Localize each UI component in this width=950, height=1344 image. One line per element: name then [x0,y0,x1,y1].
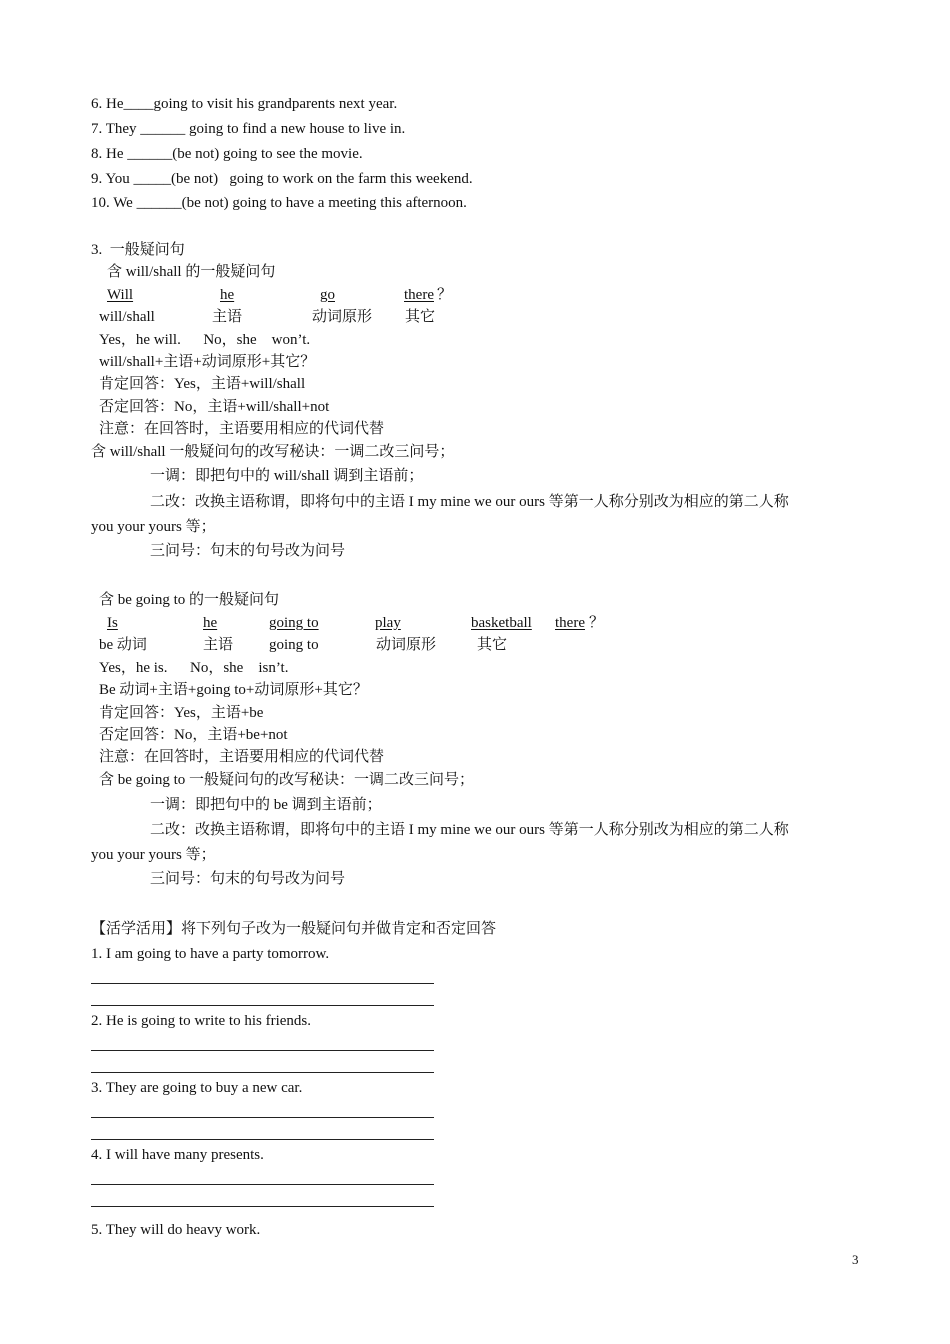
be-going-role-label: be 动词 [99,637,147,653]
will-negative: 否定回答：No，主语+will/shall+not [99,399,330,415]
exercise-line-9: 9. You _____(be not) going to work on the farm this weekend. [91,171,473,187]
be-going-formula: Be 动词+主语+going to+动词原形+其它？ [99,682,368,698]
be-going-positive: 肯定回答：Yes，主语+be [99,705,264,721]
be-going-example-word: basketball [471,615,532,631]
section-heading: 3. 一般疑问句 [91,242,185,258]
be-going-step-1: 一调：即把句中的 be 调到主语前； [150,797,382,813]
will-formula: will/shall+主语+动词原形+其它？ [99,354,316,370]
be-going-negative: 否定回答：No，主语+be+not [99,727,288,743]
be-going-role-label: 其它 [477,637,508,653]
exercise-line-8: 8. He ______(be not) going to see the movie. [91,146,363,162]
will-step-3: 三问号：句末的句号改为问号 [150,543,346,559]
practice-item: 2. He is going to write to his friends. [91,1013,311,1029]
be-going-example-word: he [203,615,218,631]
answer-line[interactable] [91,1184,434,1185]
answer-line[interactable] [91,1139,434,1140]
answer-line[interactable] [91,1005,434,1006]
practice-item: 1. I am going to have a party tomorrow. [91,946,330,962]
will-secret-title: 含 will/shall 一般疑问句的改写秘诀：一调二改三问号； [91,444,455,460]
be-going-example-word: going to [269,615,319,631]
will-step-2-cont: you your yours 等； [91,519,216,535]
be-going-example-word: there [555,615,585,631]
answer-line[interactable] [91,1072,434,1073]
be-going-answers: Yes，he is. No，she isn’t. [99,660,289,676]
be-going-secret-title: 含 be going to 一般疑问句的改写秘诀：一调二改三问号； [99,772,474,788]
be-going-note: 注意：在回答时，主语要用相应的代词代替 [99,749,385,765]
will-role-label: 动词原形 [312,309,373,325]
practice-item: 4. I will have many presents. [91,1147,264,1163]
page-number: 3 [852,1252,859,1267]
will-example-word: he [220,287,235,303]
will-subheading: 含 will/shall 的一般疑问句 [107,264,276,280]
exercise-line-6: 6. He____going to visit his grandparents next year. [91,96,398,112]
be-going-role-label: 动词原形 [376,637,437,653]
answer-line[interactable] [91,1206,434,1207]
will-example-question-mark: ？ [437,287,453,303]
be-going-role-label: going to [269,637,319,653]
practice-item: 5. They will do heavy work. [91,1222,261,1238]
answer-line[interactable] [91,1050,434,1051]
be-going-step-2-cont: you your yours 等； [91,847,216,863]
be-going-example-question-mark: ？ [589,615,605,631]
will-step-1: 一调：即把句中的 will/shall 调到主语前； [150,468,424,484]
will-role-label: 其它 [405,309,436,325]
will-positive: 肯定回答：Yes，主语+will/shall [99,376,306,392]
be-going-step-2: 二改：改换主语称谓，即将句中的主语 I my mine we our ours 等第一人称分别改为相应的第二人称 [150,822,789,838]
practice-title: 【活学活用】将下列句子改为一般疑问句并做肯定和否定回答 [91,921,497,937]
will-role-label: will/shall [99,309,155,325]
will-note: 注意：在回答时，主语要用相应的代词代替 [99,421,385,437]
be-going-role-label: 主语 [203,637,234,653]
answer-line[interactable] [91,1117,434,1118]
be-going-subheading: 含 be going to 的一般疑问句 [99,592,279,608]
will-example-word: go [320,287,335,303]
exercise-line-7: 7. They ______ going to find a new house to live in. [91,121,406,137]
be-going-example-word: play [375,615,401,631]
practice-item: 3. They are going to buy a new car. [91,1080,303,1096]
be-going-step-3: 三问号：句末的句号改为问号 [150,871,346,887]
exercise-line-10: 10. We ______(be not) going to have a meeting this afternoon. [91,195,467,211]
be-going-example-word: Is [107,615,118,631]
answer-line[interactable] [91,983,434,984]
will-example-word: Will [107,287,134,303]
will-step-2: 二改：改换主语称谓，即将句中的主语 I my mine we our ours 等第一人称分别改为相应的第二人称 [150,494,789,510]
will-role-label: 主语 [212,309,243,325]
will-example-word: there [404,287,434,303]
will-answers: Yes，he will. No，she won’t. [99,332,311,348]
